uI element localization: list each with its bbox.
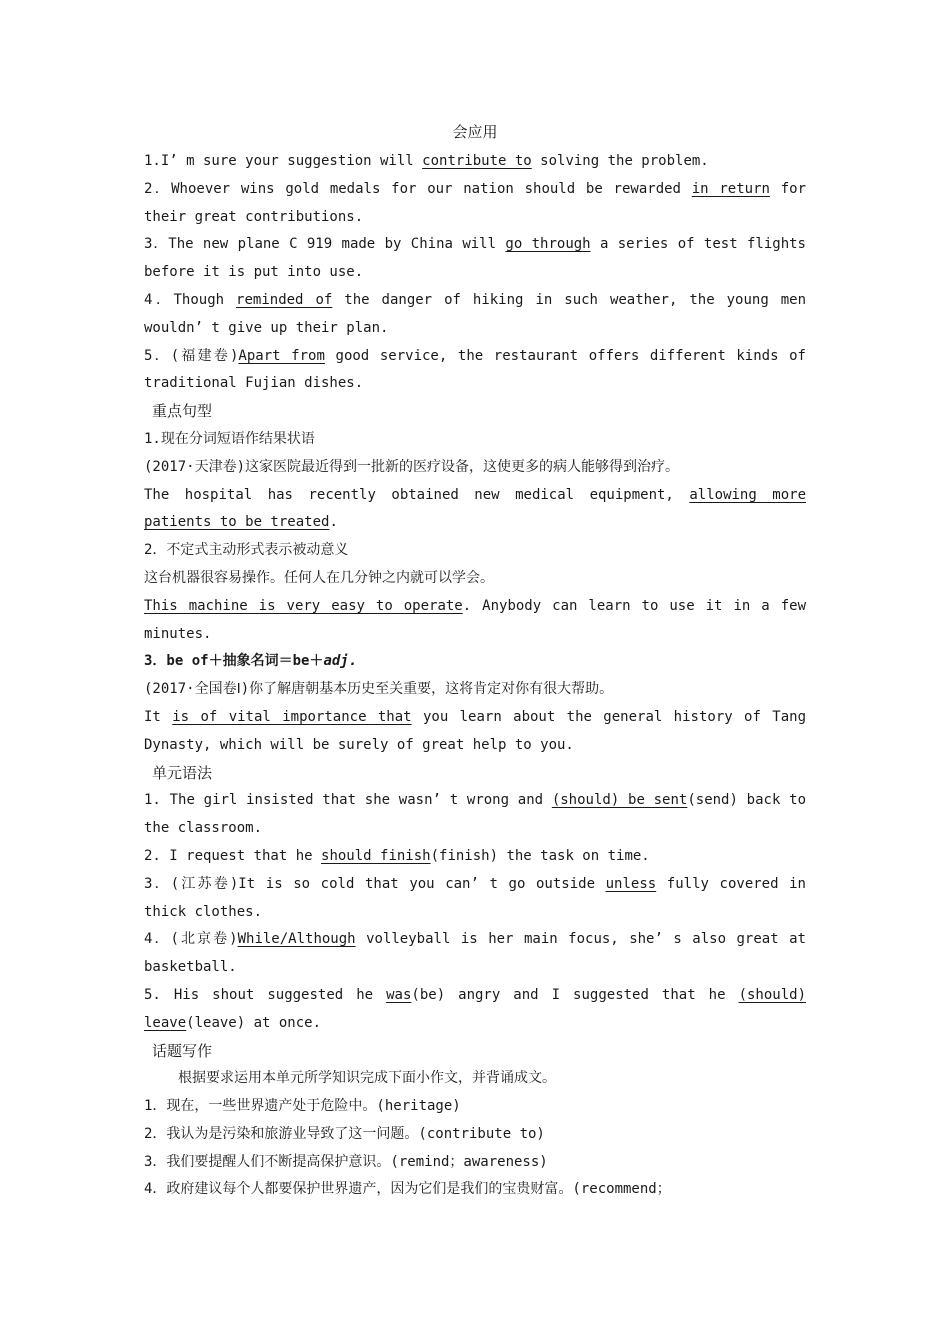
- answer-blank: While/Although: [237, 931, 356, 948]
- pattern-3-title: [144, 648, 806, 676]
- grammar-1-cont: the classroom.: [144, 820, 263, 837]
- exercise-4: [144, 287, 806, 315]
- text: you learn about the general history of Tang: [411, 708, 806, 725]
- answer-blank: was: [386, 986, 412, 1003]
- text: The hospital has recently obtained new medical equipment,: [144, 486, 690, 503]
- pattern-2-chinese: 这台机器很容易操作。任何人在几分钟之内就可以学会。: [144, 569, 494, 586]
- answer-blank: contribute to: [422, 153, 532, 169]
- text: 1. The girl insisted that she wasn’ t wrong and: [144, 792, 552, 809]
- answer-blank: in return: [691, 180, 770, 197]
- pattern-1-english: [144, 482, 806, 510]
- exercise-5-cont: traditional Fujian dishes.: [144, 375, 364, 392]
- answer-blank: go through: [505, 236, 591, 253]
- answer-blank: Apart from: [238, 347, 325, 364]
- answer-blank: This machine is very easy to operate: [144, 597, 463, 614]
- writing-item-1: 1．现在，一些世界遗产处于危险中。(heritage): [144, 1098, 461, 1115]
- text: 4．(北京卷): [144, 931, 238, 948]
- answer-blank: should finish: [321, 847, 431, 864]
- pattern-2-english: [144, 593, 806, 621]
- pattern-2-english-cont: minutes.: [144, 625, 212, 642]
- answer-blank: allowing more: [689, 486, 806, 503]
- text: It: [144, 708, 173, 725]
- writing-item-3: 3．我们要提醒人们不断提高保护意识。(remind；awareness): [144, 1153, 548, 1170]
- grammar-4: [144, 926, 806, 954]
- exercise-5: [144, 343, 806, 371]
- document-body: [144, 148, 806, 1204]
- section-heading-writing: 话题写作: [152, 1041, 213, 1060]
- text: 3．be of＋抽象名词＝be＋: [144, 653, 324, 670]
- text: . Anybody can learn to use it in a few: [462, 597, 807, 614]
- text: 3．(江苏卷)It is so cold that you can’ t go outside: [144, 875, 606, 892]
- grammar-5-cont: [144, 1010, 806, 1038]
- grammar-4-cont: basketball.: [144, 959, 237, 976]
- text: .: [329, 514, 338, 531]
- text: 2. I request that he: [144, 847, 322, 864]
- text: 5. His shout suggested he: [144, 986, 387, 1003]
- answer-blank: patients to be treated: [144, 514, 330, 531]
- answer-blank: leave: [144, 1014, 187, 1031]
- grammar-1: [144, 787, 806, 815]
- exercise-3: [144, 231, 806, 259]
- grammar-5: [144, 982, 806, 1010]
- text: 4．Though: [144, 291, 237, 308]
- text: adj.: [323, 653, 358, 670]
- exercise-3-cont: before it is put into use.: [144, 264, 364, 281]
- text: (finish) the task on time.: [430, 847, 650, 864]
- text: a series of test flights: [590, 236, 806, 253]
- answer-blank: (should) be sent: [551, 792, 688, 809]
- exercise-2: [144, 176, 806, 204]
- pattern-1-english-cont: [144, 509, 806, 537]
- grammar-3: [144, 871, 806, 899]
- pattern-1-title: 1.现在分词短语作结果状语: [144, 430, 315, 447]
- text: fully covered in: [656, 875, 806, 892]
- section-heading-grammar: 单元语法: [152, 763, 213, 782]
- section-heading-sentences: 重点句型: [152, 402, 213, 421]
- page-title: 会应用: [452, 123, 498, 141]
- text: solving the problem.: [531, 153, 709, 169]
- writing-instruction: 根据要求运用本单元所学知识完成下面小作文，并背诵成文。: [178, 1070, 556, 1087]
- pattern-3-english: [144, 704, 806, 732]
- pattern-2-title: 2．不定式主动形式表示被动意义: [144, 542, 349, 559]
- grammar-3-cont: thick clothes.: [144, 903, 263, 920]
- pattern-1-chinese: (2017·天津卷)这家医院最近得到一批新的医疗设备，这使更多的病人能够得到治疗。: [144, 458, 679, 475]
- text: 1.I’ m sure your suggestion will: [144, 153, 423, 169]
- text: for: [769, 180, 807, 197]
- exercise-4-cont: wouldn’ t give up their plan.: [144, 319, 389, 336]
- answer-blank: reminded of: [236, 291, 333, 308]
- text: 5．(福建卷): [144, 347, 239, 364]
- pattern-3-chinese: (2017·全国卷Ⅰ)你了解唐朝基本历史至关重要，这将肯定对你有很大帮助。: [144, 681, 614, 698]
- writing-item-4: 4．政府建议每个人都要保护世界遗产，因为它们是我们的宝贵财富。(recommend；: [144, 1181, 671, 1198]
- text: (leave) at once.: [186, 1014, 322, 1031]
- exercise-1: [144, 148, 806, 176]
- grammar-2: [144, 843, 806, 871]
- text: 3．The new plane C 919 made by China will: [144, 236, 506, 253]
- pattern-3-english-cont: Dynasty, which will be surely of great help to you.: [144, 736, 574, 753]
- answer-blank: (should): [738, 986, 806, 1003]
- answer-blank: unless: [605, 875, 657, 892]
- writing-item-2: 2．我认为是污染和旅游业导致了这一问题。(contribute to): [144, 1125, 545, 1142]
- text: 2．Whoever wins gold medals for our nation should be rewarded: [144, 180, 692, 197]
- text: (send) back to: [687, 792, 806, 809]
- text: good service, the restaurant offers different kinds of: [324, 347, 806, 364]
- exercise-2-cont: their great contributions.: [144, 208, 364, 225]
- text: volleyball is her main focus, she’ s also great at: [355, 931, 806, 948]
- text: the danger of hiking in such weather, the young men: [332, 291, 806, 308]
- text: (be) angry and I suggested that he: [411, 986, 739, 1003]
- answer-blank: is of vital importance that: [172, 708, 412, 725]
